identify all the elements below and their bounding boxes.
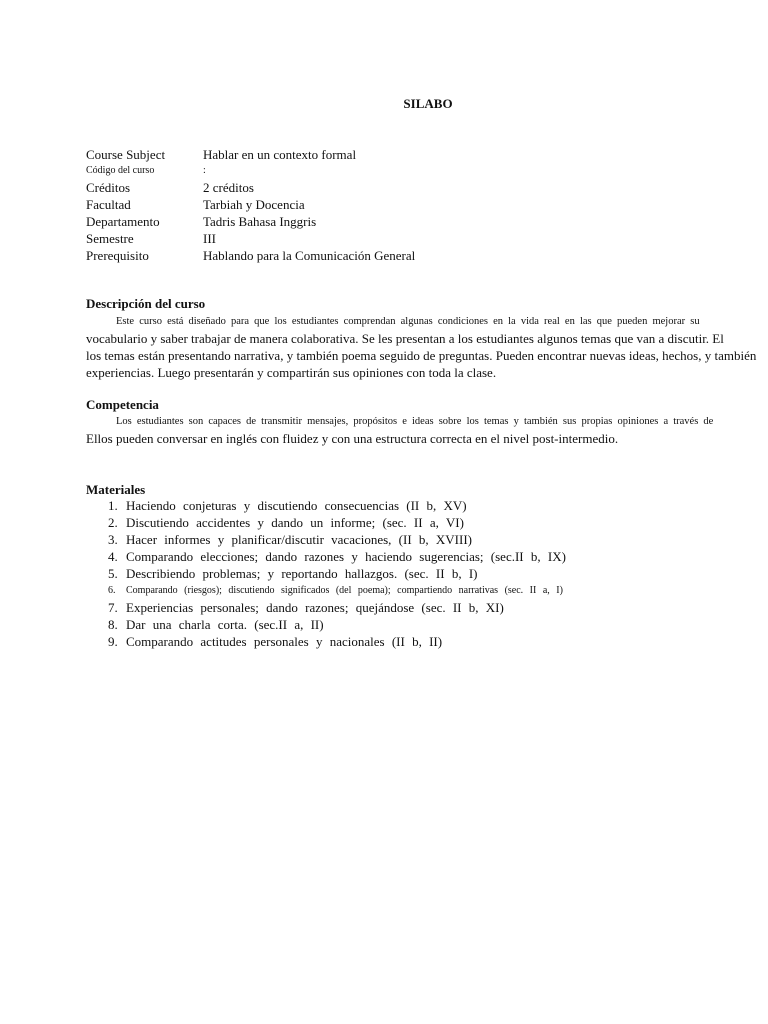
info-row-faculty — [86, 196, 415, 213]
list-item — [108, 633, 566, 650]
list-item-number: 1. — [108, 498, 118, 513]
materials-list — [108, 497, 566, 650]
competence-heading: Competencia — [86, 397, 159, 412]
paragraph-line: Los estudiantes son capaces de transmitir mensajes, propósitos e ideas sobre los temas y también sus propias opiniones a través de — [116, 416, 714, 427]
info-label: Course Subject — [86, 147, 166, 162]
list-item-text: Experiencias personales; dando razones; quejándose (sec. II b, XI) — [126, 600, 504, 615]
list-item-text: Discutiendo accidentes y dando un informe; (sec. II a, VI) — [126, 515, 464, 530]
info-label: Departamento — [86, 214, 160, 229]
info-label: Prerequisito — [86, 248, 149, 263]
description-heading: Descripción del curso — [86, 296, 206, 311]
list-item-text: Comparando actitudes personales y nacionales (II b, II) — [126, 634, 443, 649]
list-item-text: Describiendo problemas; y reportando hallazgos. (sec. II b, I) — [126, 566, 478, 581]
info-label: Facultad — [86, 197, 131, 212]
competence-paragraph — [86, 413, 768, 447]
info-value: : — [203, 165, 206, 176]
info-value: Hablando para la Comunicación General — [203, 248, 416, 263]
paragraph-line: los temas están presentando narrativa, y también poema seguido de preguntas. Pueden encontrar nuevas ideas, hechos, y también — [86, 348, 757, 363]
paragraph-line: vocabulario y saber trabajar de manera colaborativa. Se les presentan a los estudiantes algunos temas que van a discutir. El — [86, 331, 724, 346]
info-value: III — [203, 231, 216, 246]
paragraph-line: Ellos pueden conversar en inglés con fluidez y con una estructura correcta en el nivel post-intermedio. — [86, 431, 619, 446]
info-value: Tarbiah y Docencia — [203, 197, 305, 212]
list-item — [108, 582, 566, 599]
list-item — [108, 514, 566, 531]
info-value: Tadris Bahasa Inggris — [203, 214, 317, 229]
list-item-number: 9. — [108, 634, 118, 649]
info-label: Semestre — [86, 231, 134, 246]
info-row-department — [86, 213, 415, 230]
info-row-course-subject — [86, 146, 415, 163]
list-item-number: 6. — [108, 585, 116, 596]
list-item-text: Comparando elecciones; dando razones y haciendo sugerencias; (sec.II b, IX) — [126, 549, 566, 564]
info-value: 2 créditos — [203, 180, 254, 195]
list-item — [108, 548, 566, 565]
info-label: Código del curso — [86, 165, 155, 176]
list-item — [108, 599, 566, 616]
list-item-text: Dar una charla corta. (sec.II a, II) — [126, 617, 324, 632]
document-title: SILABO — [403, 96, 453, 111]
list-item-number: 3. — [108, 532, 118, 547]
paragraph-line: Este curso está diseñado para que los estudiantes comprendan algunas condiciones en la vida real en las que pueden mejorar su — [116, 316, 700, 327]
paragraph-line: experiencias. Luego presentarán y compartirán sus opiniones con toda la clase. — [86, 365, 497, 380]
info-row-course-code — [86, 163, 415, 179]
info-row-prerequisite — [86, 247, 415, 264]
list-item-number: 4. — [108, 549, 118, 564]
list-item-text: Haciendo conjeturas y discutiendo consecuencias (II b, XV) — [126, 498, 467, 513]
list-item — [108, 497, 566, 514]
list-item-number: 7. — [108, 600, 118, 615]
list-item-text: Hacer informes y planificar/discutir vacaciones, (II b, XVIII) — [126, 532, 472, 547]
list-item-text: Comparando (riesgos); discutiendo significados (del poema); compartiendo narrativas (sec. II a, I) — [126, 585, 563, 596]
list-item-number: 8. — [108, 617, 118, 632]
course-info-table — [86, 146, 415, 264]
materials-heading: Materiales — [86, 482, 146, 497]
list-item-number: 2. — [108, 515, 118, 530]
info-row-semester — [86, 230, 415, 247]
info-row-credits — [86, 179, 415, 196]
list-item — [108, 616, 566, 633]
list-item-number: 5. — [108, 566, 118, 581]
list-item — [108, 565, 566, 582]
info-label: Créditos — [86, 180, 131, 195]
info-value: Hablar en un contexto formal — [203, 147, 357, 162]
list-item — [108, 531, 566, 548]
description-paragraph — [86, 313, 768, 381]
